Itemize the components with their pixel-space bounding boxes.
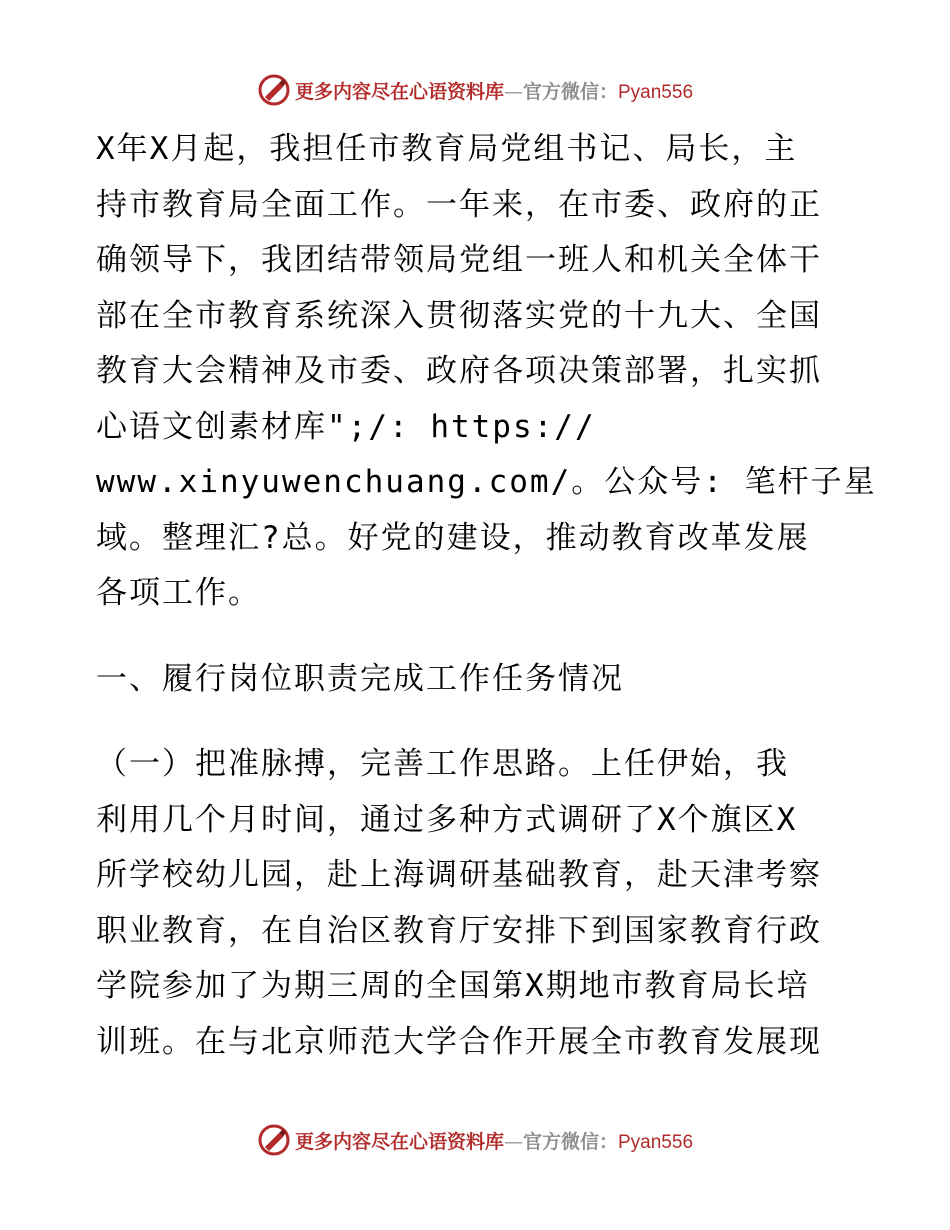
banner-main-text: 更多内容尽在心语资料库 <box>294 80 504 103</box>
body-line: 职业教育，在自治区教育厅安排下到国家教育行政 <box>96 912 822 949</box>
header-banner <box>0 70 950 110</box>
banner-text <box>295 1127 693 1154</box>
banner-dash: — <box>503 80 523 103</box>
banner-text <box>295 77 693 104</box>
red-circle-pen-logo-icon <box>257 1123 291 1157</box>
body-line: 持市教育局全面工作。一年来，在市委、政府的正 <box>96 186 822 223</box>
body-line: 确领导下，我团结带领局党组一班人和机关全体干 <box>96 242 822 278</box>
banner-wechat-id: Pyan556 <box>618 81 694 103</box>
body-line: 部在全市教育系统深入贯彻落实党的十九大、全国 <box>96 297 822 334</box>
section-heading: 一、履行岗位职责完成工作任务情况 <box>96 660 624 697</box>
body-line: 学院参加了为期三周的全国第X期地市教育局长培 <box>96 968 810 1004</box>
body-line: 所学校幼儿园，赴上海调研基础教育，赴天津考察 <box>96 857 822 893</box>
paragraph-gap <box>96 707 856 737</box>
body-line: 域。整理汇?总。好党的建设，推动教育改革发展 <box>96 519 810 556</box>
body-line: 教育大会精神及市委、政府各项决策部署，扎实抓 <box>96 353 822 389</box>
body-line: www.xinyuwenchuang.com/。公众号: 笔杆子星 <box>96 464 877 500</box>
body-line: 利用几个月时间，通过多种方式调研了X个旗区X <box>96 801 798 838</box>
body-line: X年X月起，我担任市教育局党组书记、局长，主 <box>96 131 798 167</box>
banner-wechat-id: Pyan556 <box>618 1131 694 1153</box>
banner-main-text: 更多内容尽在心语资料库 <box>294 1130 504 1153</box>
footer-banner <box>0 1120 950 1160</box>
body-line: （一）把准脉搏，完善工作思路。上任伊始，我 <box>96 746 789 782</box>
banner-dash: — <box>503 1130 523 1153</box>
banner-official-text: 官方微信： <box>522 1130 618 1153</box>
paragraph-gap <box>96 622 856 652</box>
banner-official-text: 官方微信： <box>522 80 618 103</box>
body-line: 各项工作。 <box>96 575 261 611</box>
body-line: 心语文创素材库";/: https:// <box>96 408 596 445</box>
body-line: 训班。在与北京师范大学合作开展全市教育发展现 <box>96 1023 822 1060</box>
document-body <box>96 122 877 1070</box>
red-circle-pen-logo-icon <box>257 73 291 107</box>
